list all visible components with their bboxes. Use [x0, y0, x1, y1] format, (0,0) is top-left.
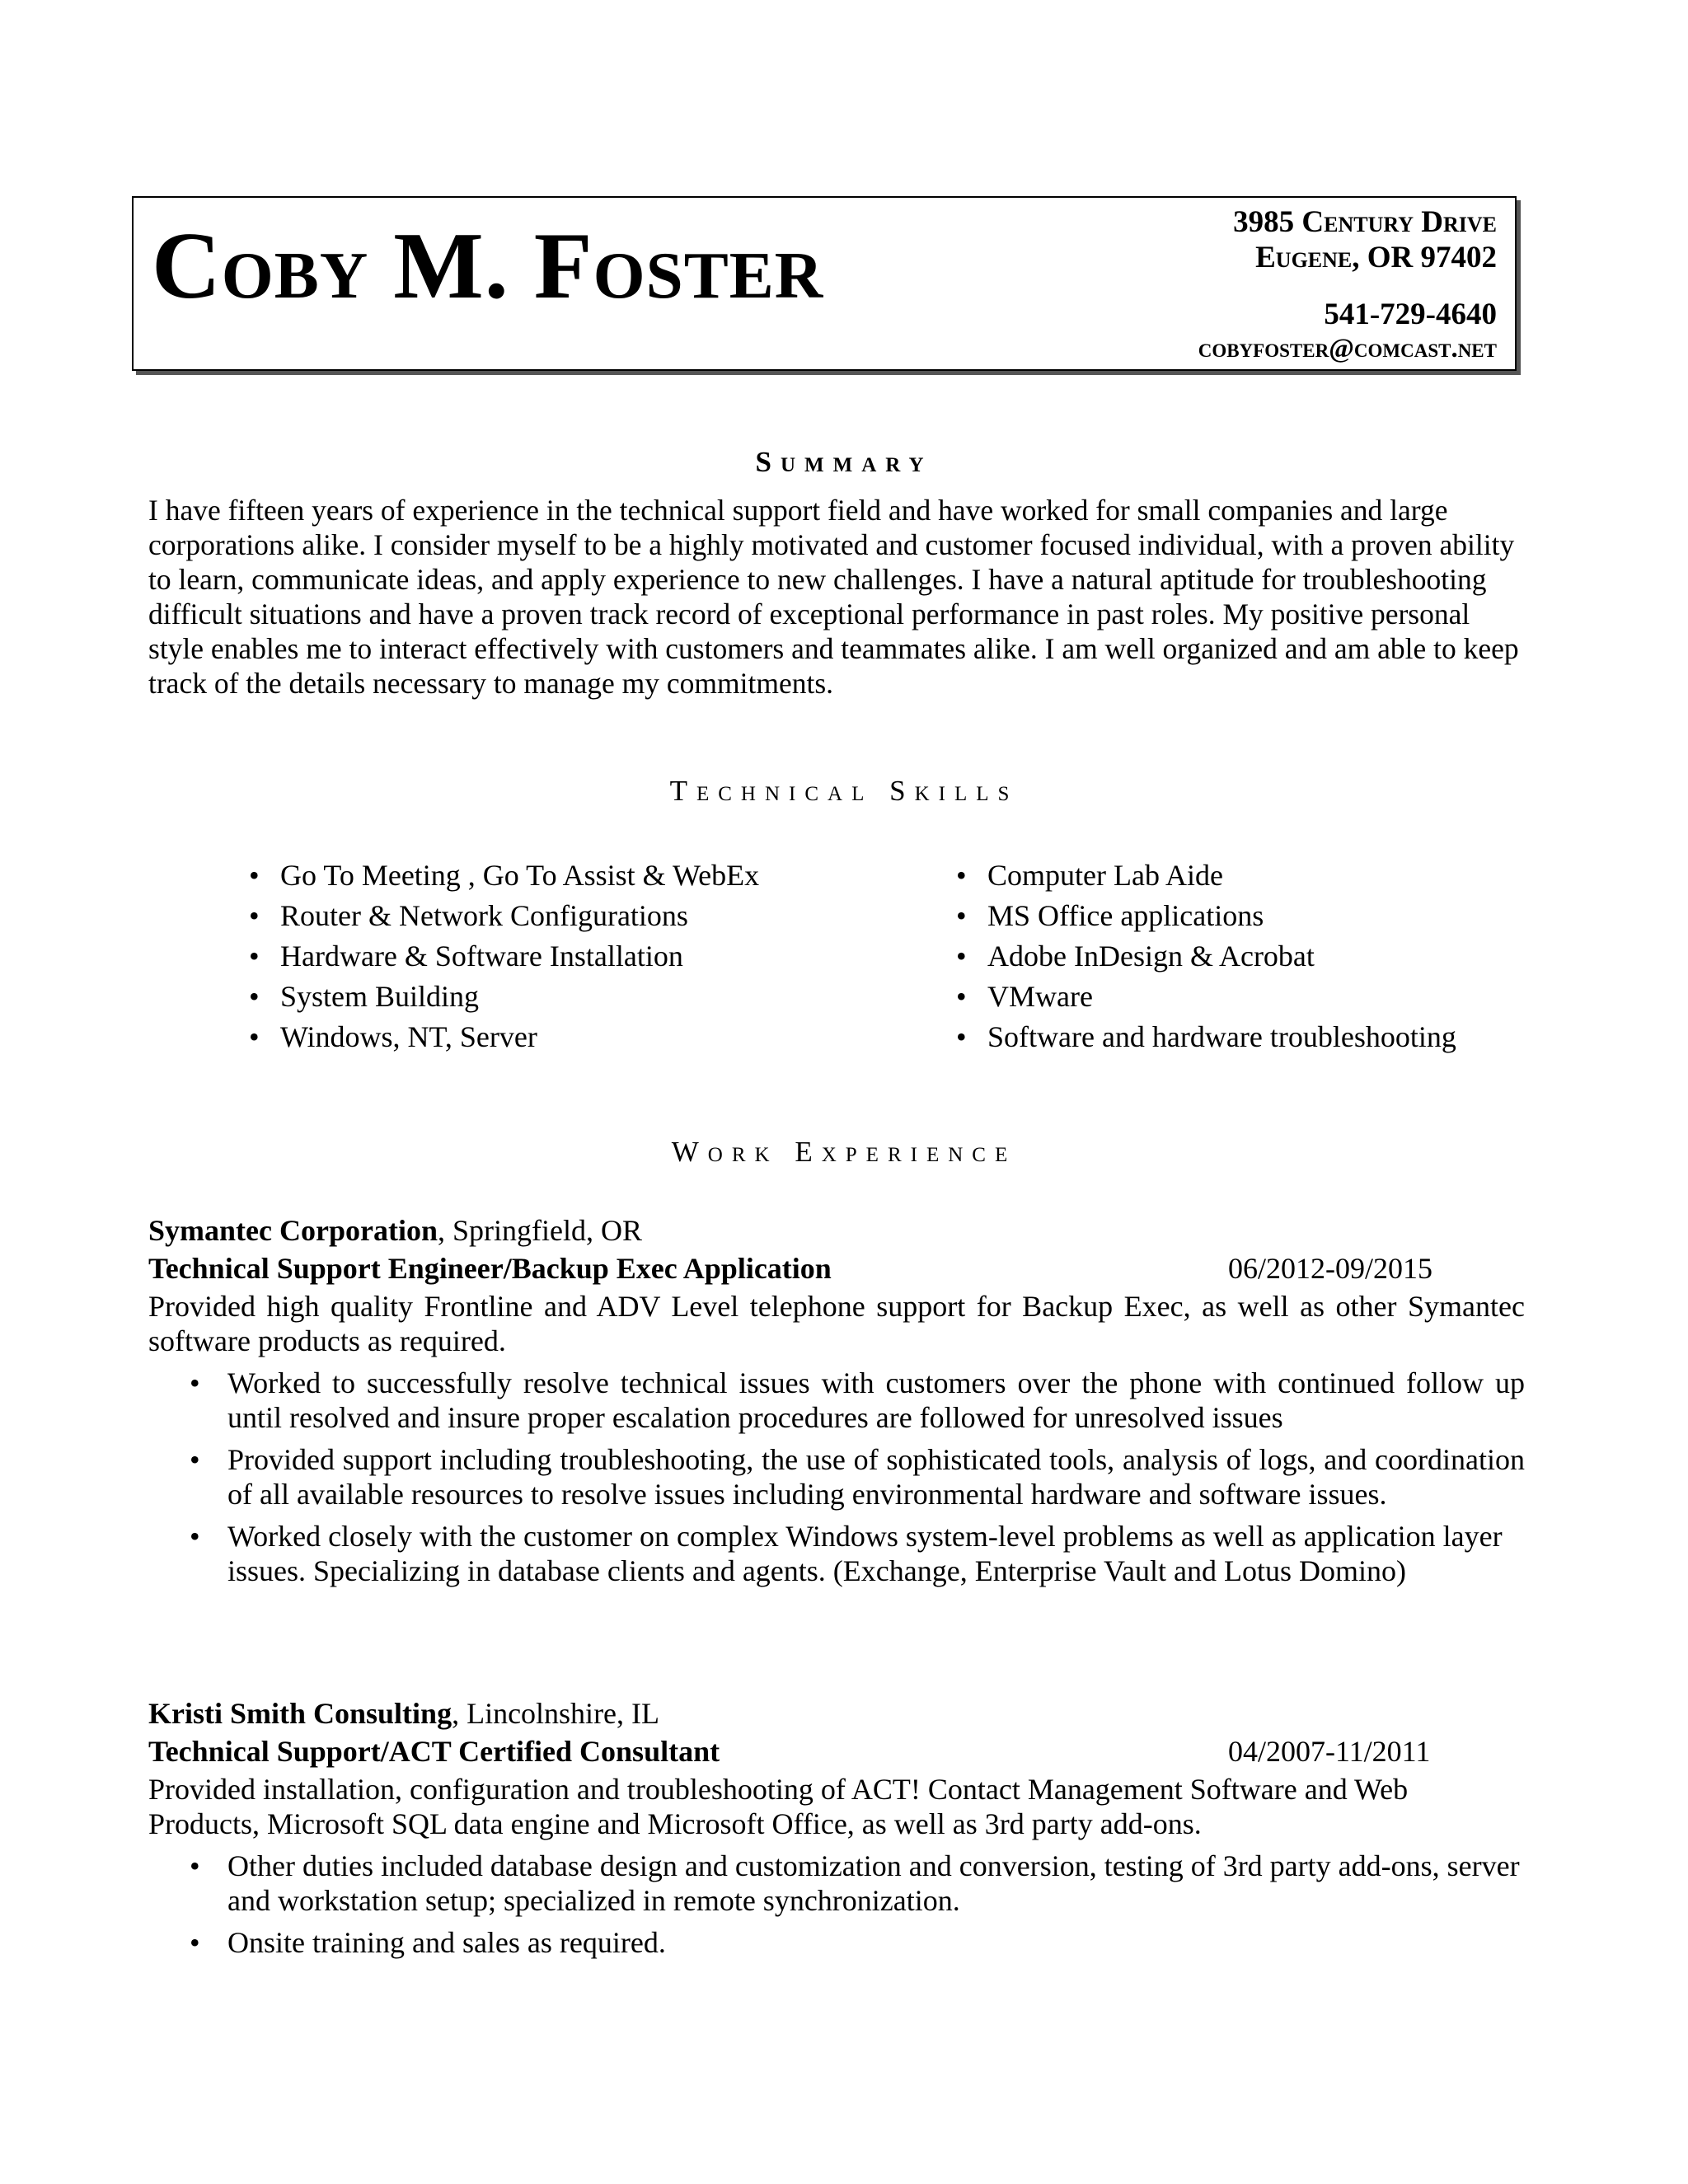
bullet-icon: •	[249, 940, 260, 972]
summary-heading: Summary	[755, 446, 933, 478]
header-box	[132, 196, 1517, 371]
candidate-name: Coby M. Foster	[152, 213, 824, 319]
skill-text: Adobe InDesign & Acrobat	[987, 940, 1315, 972]
bullet-icon: •	[249, 899, 260, 932]
job-title: Technical Support Engineer/Backup Exec Application	[148, 1252, 832, 1285]
job-dates: 04/2007-11/2011	[1228, 1735, 1431, 1768]
list-item	[956, 896, 1533, 936]
bullet-icon: •	[956, 940, 967, 972]
skill-text: Computer Lab Aide	[987, 859, 1223, 892]
bullet-text: Worked closely with the customer on complex Windows system-level problems as well as application layer issues. Specializing in database clients and agents. (Exchange, Enterprise Vault and Lotus Domino)	[227, 1520, 1503, 1587]
bullet-text: Worked to successfully resolve technical issues with customers over the phone with continued follow up until resolved and insure proper escalation procedures are followed for unresolved issues	[227, 1366, 1525, 1434]
list-item	[148, 1442, 1525, 1511]
bullet-text: Provided support including troubleshooting, the use of sophisticated tools, analysis of logs, and coordination of all available resources to resolve issues including environmental hardware and software issues.	[227, 1443, 1525, 1511]
bullet-icon: •	[956, 980, 967, 1013]
bullet-icon: •	[956, 899, 967, 932]
job-title: Technical Support/ACT Certified Consultant	[148, 1735, 720, 1768]
list-item	[956, 936, 1533, 977]
contact-block	[1198, 204, 1497, 365]
summary-text: I have fifteen years of experience in the technical support field and have worked for small companies and large corporations alike. I consider myself to be a highly motivated and customer focused individual, with a proven ability to learn, communicate ideas, and apply experience to new challenges. I have a natural aptitude for troubleshooting difficult situations and have a proven track record of exceptional performance in past roles. My positive personal style enables me to interact effectively with customers and teammates alike. I am well organized and am able to keep track of the details necessary to manage my commitments.	[148, 494, 1519, 700]
bullet-icon: •	[249, 859, 260, 892]
job-title-row	[148, 1731, 1525, 1772]
job-description: Provided installation, configuration and troubleshooting of ACT! Contact Management Software and Web Products, Microsoft SQL data engine and Microsoft Office, as well as 3rd party add-ons.	[148, 1773, 1409, 1840]
list-item	[249, 1017, 925, 1057]
list-item	[148, 1366, 1525, 1435]
skill-text: VMware	[987, 980, 1093, 1013]
company-line	[148, 1696, 1525, 1731]
job-dates: 06/2012-09/2015	[1228, 1252, 1432, 1285]
list-item	[148, 1519, 1525, 1588]
list-item	[148, 1849, 1525, 1918]
company-location: , Lincolnshire, IL	[452, 1697, 660, 1730]
list-item	[249, 855, 925, 896]
job-title-row	[148, 1248, 1525, 1289]
list-item	[956, 977, 1533, 1017]
job-bullets	[148, 1849, 1525, 1960]
skill-text: Software and hardware troubleshooting	[987, 1020, 1456, 1053]
bullet-icon: •	[190, 1849, 200, 1882]
job-bullets	[148, 1366, 1525, 1588]
list-item	[956, 1017, 1533, 1057]
bullet-text: Onsite training and sales as required.	[227, 1926, 666, 1959]
list-item	[956, 855, 1533, 896]
bullet-icon: •	[190, 1520, 200, 1553]
company-name: Kristi Smith Consulting	[148, 1697, 452, 1730]
bullet-icon: •	[249, 980, 260, 1013]
technical-skills-heading: Technical Skills	[669, 775, 1019, 807]
bullet-icon: •	[249, 1020, 260, 1053]
bullet-icon: •	[190, 1443, 200, 1476]
skill-text: Go To Meeting , Go To Assist & WebEx	[280, 859, 760, 892]
work-experience-heading: Work Experience	[671, 1136, 1017, 1168]
skills-list-right	[956, 855, 1533, 1057]
address-line-1: 3985 Century Drive	[1233, 205, 1497, 239]
list-item	[249, 936, 925, 977]
skill-text: Hardware & Software Installation	[280, 940, 683, 972]
list-item	[148, 1925, 1525, 1960]
list-item	[249, 896, 925, 936]
company-location: , Springfield, OR	[437, 1214, 642, 1247]
skill-text: Router & Network Configurations	[280, 899, 688, 932]
company-line	[148, 1213, 1525, 1248]
company-name: Symantec Corporation	[148, 1214, 438, 1247]
job-entry-symantec	[148, 1213, 1525, 1588]
address-line-2: Eugene, OR 97402	[1255, 241, 1497, 274]
bullet-icon: •	[190, 1366, 200, 1399]
email-address: cobyfoster@comcast.net	[1198, 334, 1497, 363]
skill-text: Windows, NT, Server	[280, 1020, 537, 1053]
bullet-icon: •	[190, 1926, 200, 1959]
bullet-text: Other duties included database design and customization and conversion, testing of 3rd party add-ons, server and workstation setup; specialized in remote synchronization.	[227, 1849, 1520, 1917]
skill-text: MS Office applications	[987, 899, 1264, 932]
phone-number: 541-729-4640	[1324, 298, 1497, 331]
skills-list-left	[249, 855, 925, 1057]
job-entry-kristi-smith	[148, 1696, 1525, 1960]
list-item	[249, 977, 925, 1017]
bullet-icon: •	[956, 1020, 967, 1053]
job-description: Provided high quality Frontline and ADV Level telephone support for Backup Exec, as well as other Symantec software products as required.	[148, 1290, 1525, 1357]
skill-text: System Building	[280, 980, 480, 1013]
bullet-icon: •	[956, 859, 967, 892]
